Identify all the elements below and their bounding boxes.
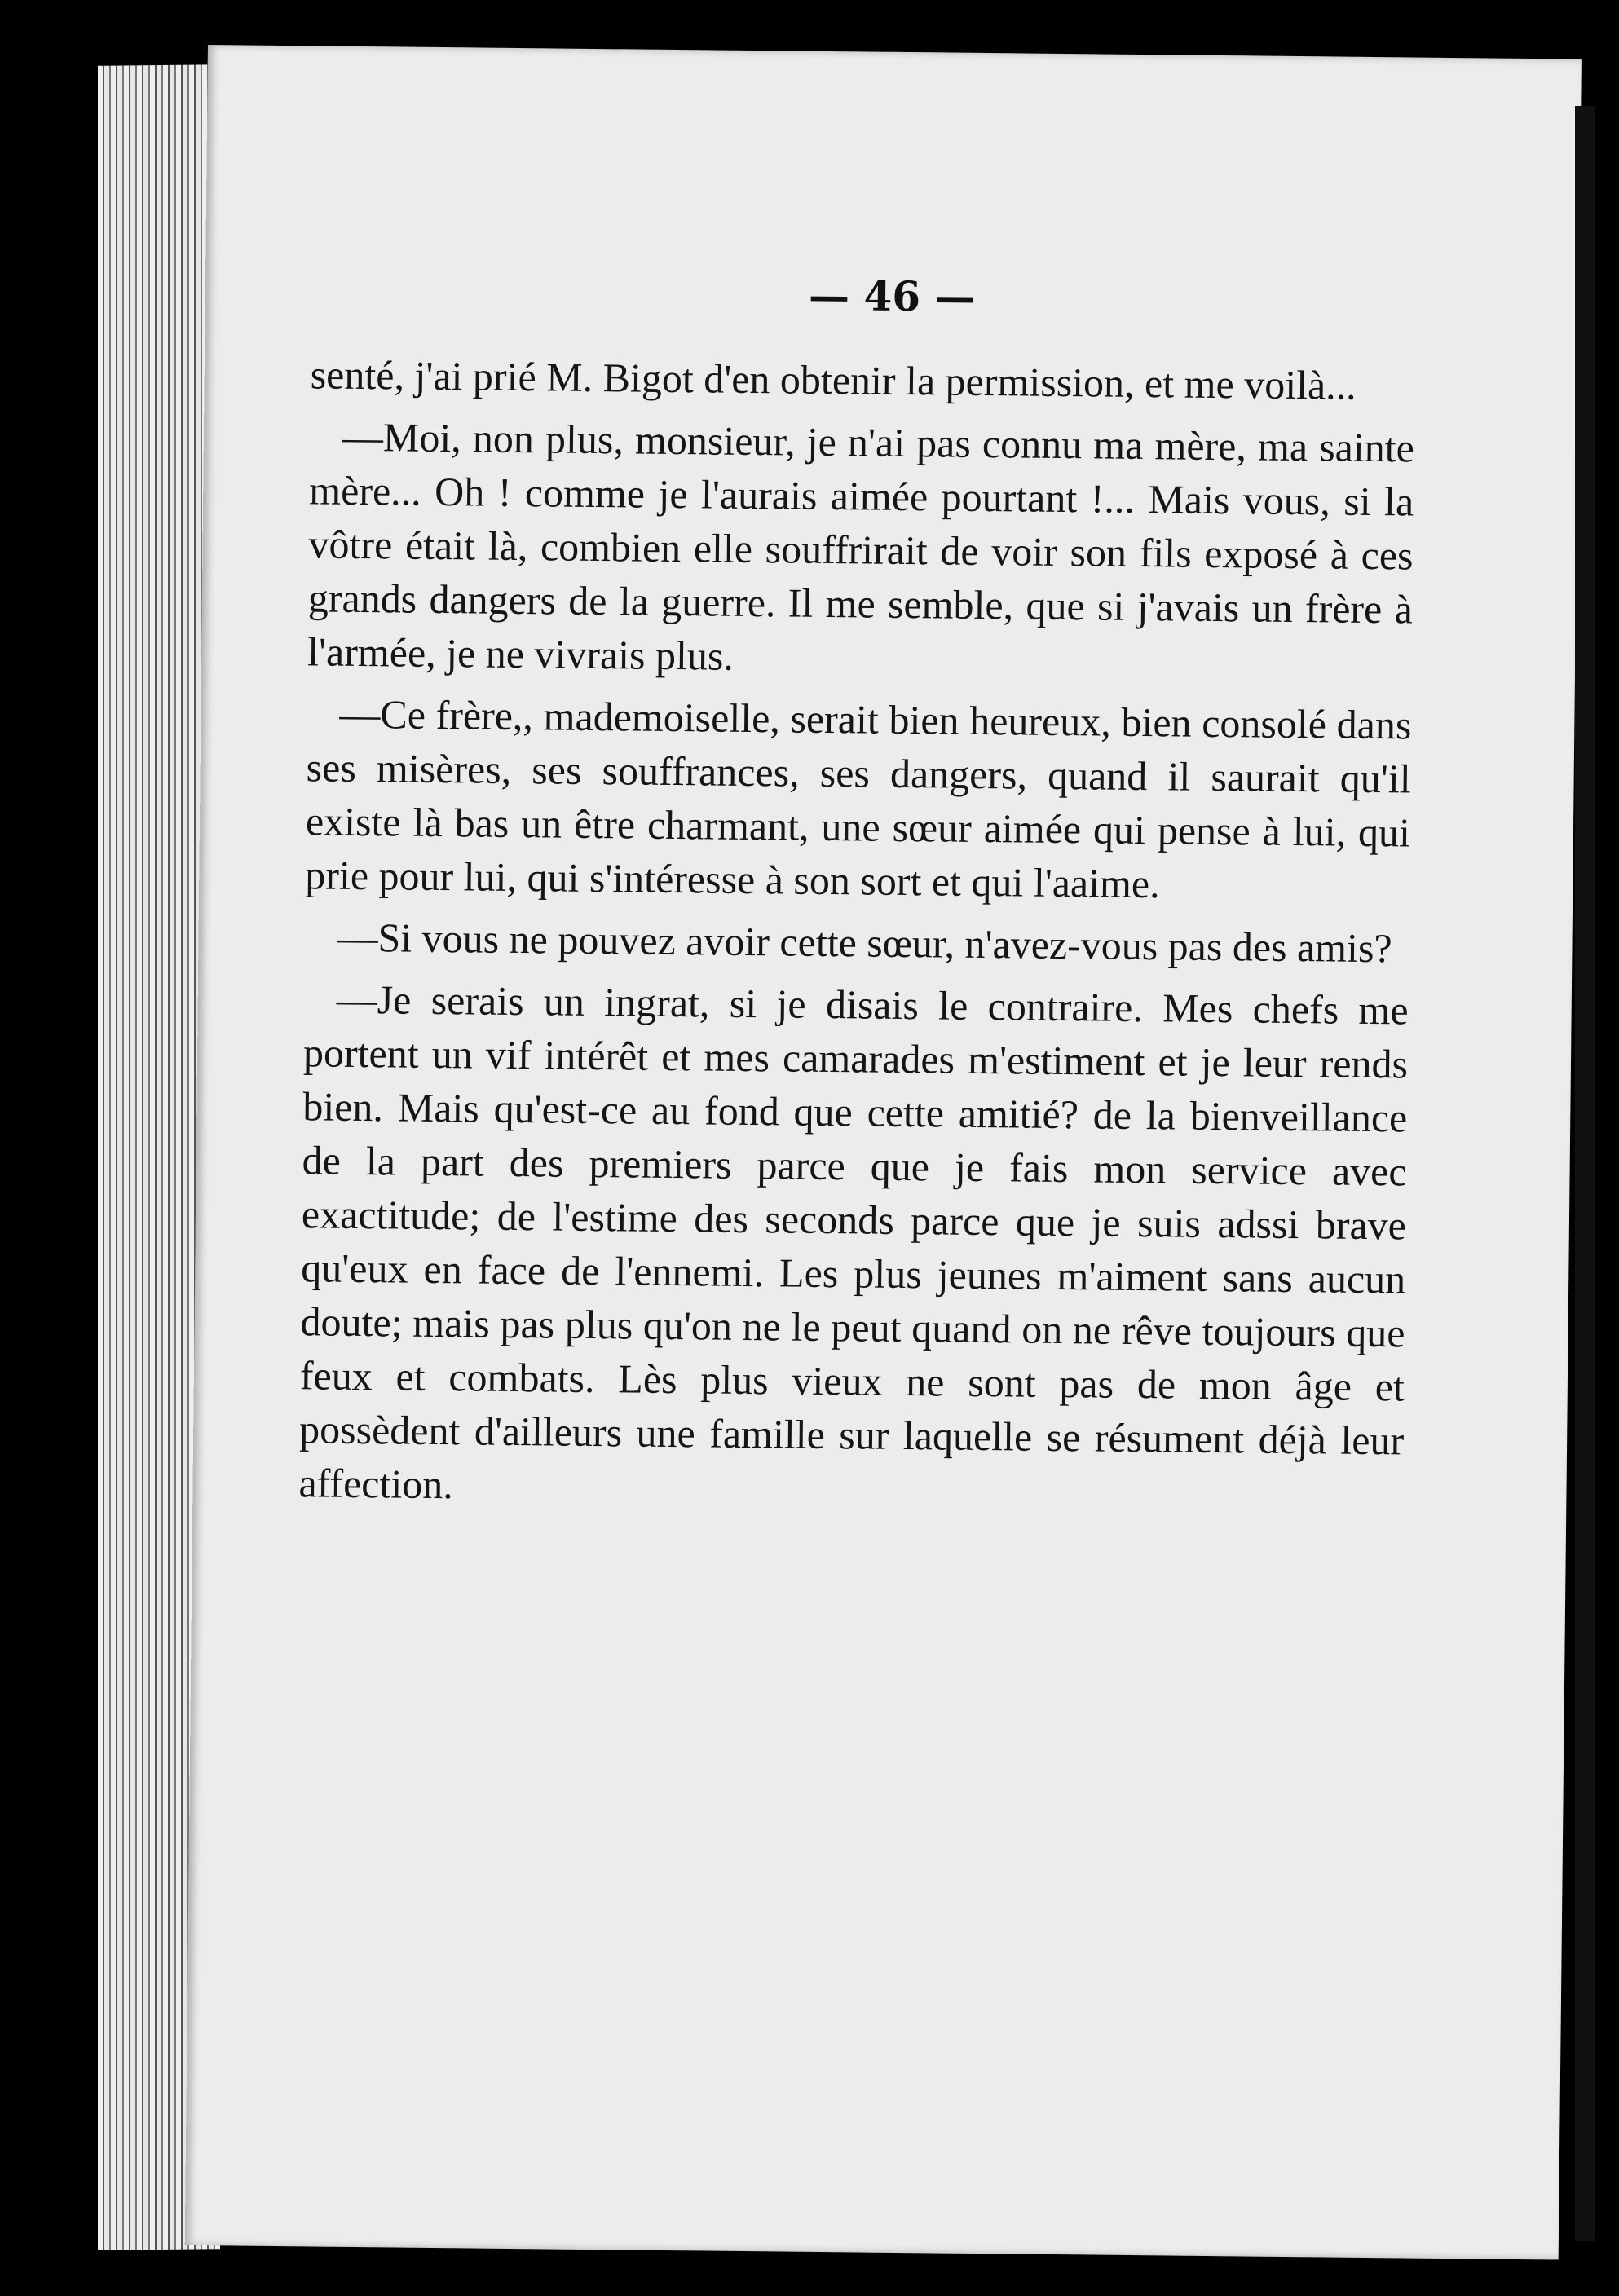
paragraph: —Je serais un ingrat, si je disais le contraire. Mes chefs me portent un vif intérêt et mes camarades m'estiment et je leur rends bien. Mais qu'est-ce au fond que cette amitié? de la bienveillance de la part des premiers parce que je fais mon service avec exactitude; de l'estime des seconds parce que je suis adssi brave qu'eux en face de l'ennemi. Les plus jeunes m'aiment sans aucun doute; mais pas plus qu'on ne le peut quand on ne rêve toujours que feux et combats. Lès plus vieux ne sont pas de mon âge et possèdent d'ailleurs une famille sur laquelle se résument déjà leur affection. — [298, 976, 1409, 1508]
page-number: — 46 — — [808, 271, 976, 321]
paragraph: —Si vous ne pouvez avoir cette sœur, n'avez-vous pas des amis? — [337, 914, 1392, 972]
paragraph: senté, j'ai prié M. Bigot d'en obtenir la permission, et me voilà... — [310, 351, 1357, 408]
scan-border — [1595, 0, 1619, 2296]
binding-shadow — [1575, 106, 1595, 2241]
paragraph: —Ce frère,, mademoiselle, serait bien heureux, bien consolé dans ses misères, ses souffrances, ses dangers, quand il saurait qu'il existe là bas un être charmant, une sœur aimée qui pense à lui, qui prie pour lui, qui s'intéresse à son sort et qui l'aaime. — [305, 690, 1412, 907]
book-page — [185, 45, 1582, 2259]
page-text — [298, 347, 1415, 1529]
paragraph: —Moi, non plus, monsieur, je n'ai pas connu ma mère, ma sainte mère... Oh ! comme je l'aurais aimée pourtant !... Mais vous, si la vôtre était là, combien elle souffrirait de voir son fils exposé à ces grands dangers de la guerre. Il me semble, que si j'avais un frère à l'armée, je ne vivrais plus. — [307, 413, 1415, 679]
